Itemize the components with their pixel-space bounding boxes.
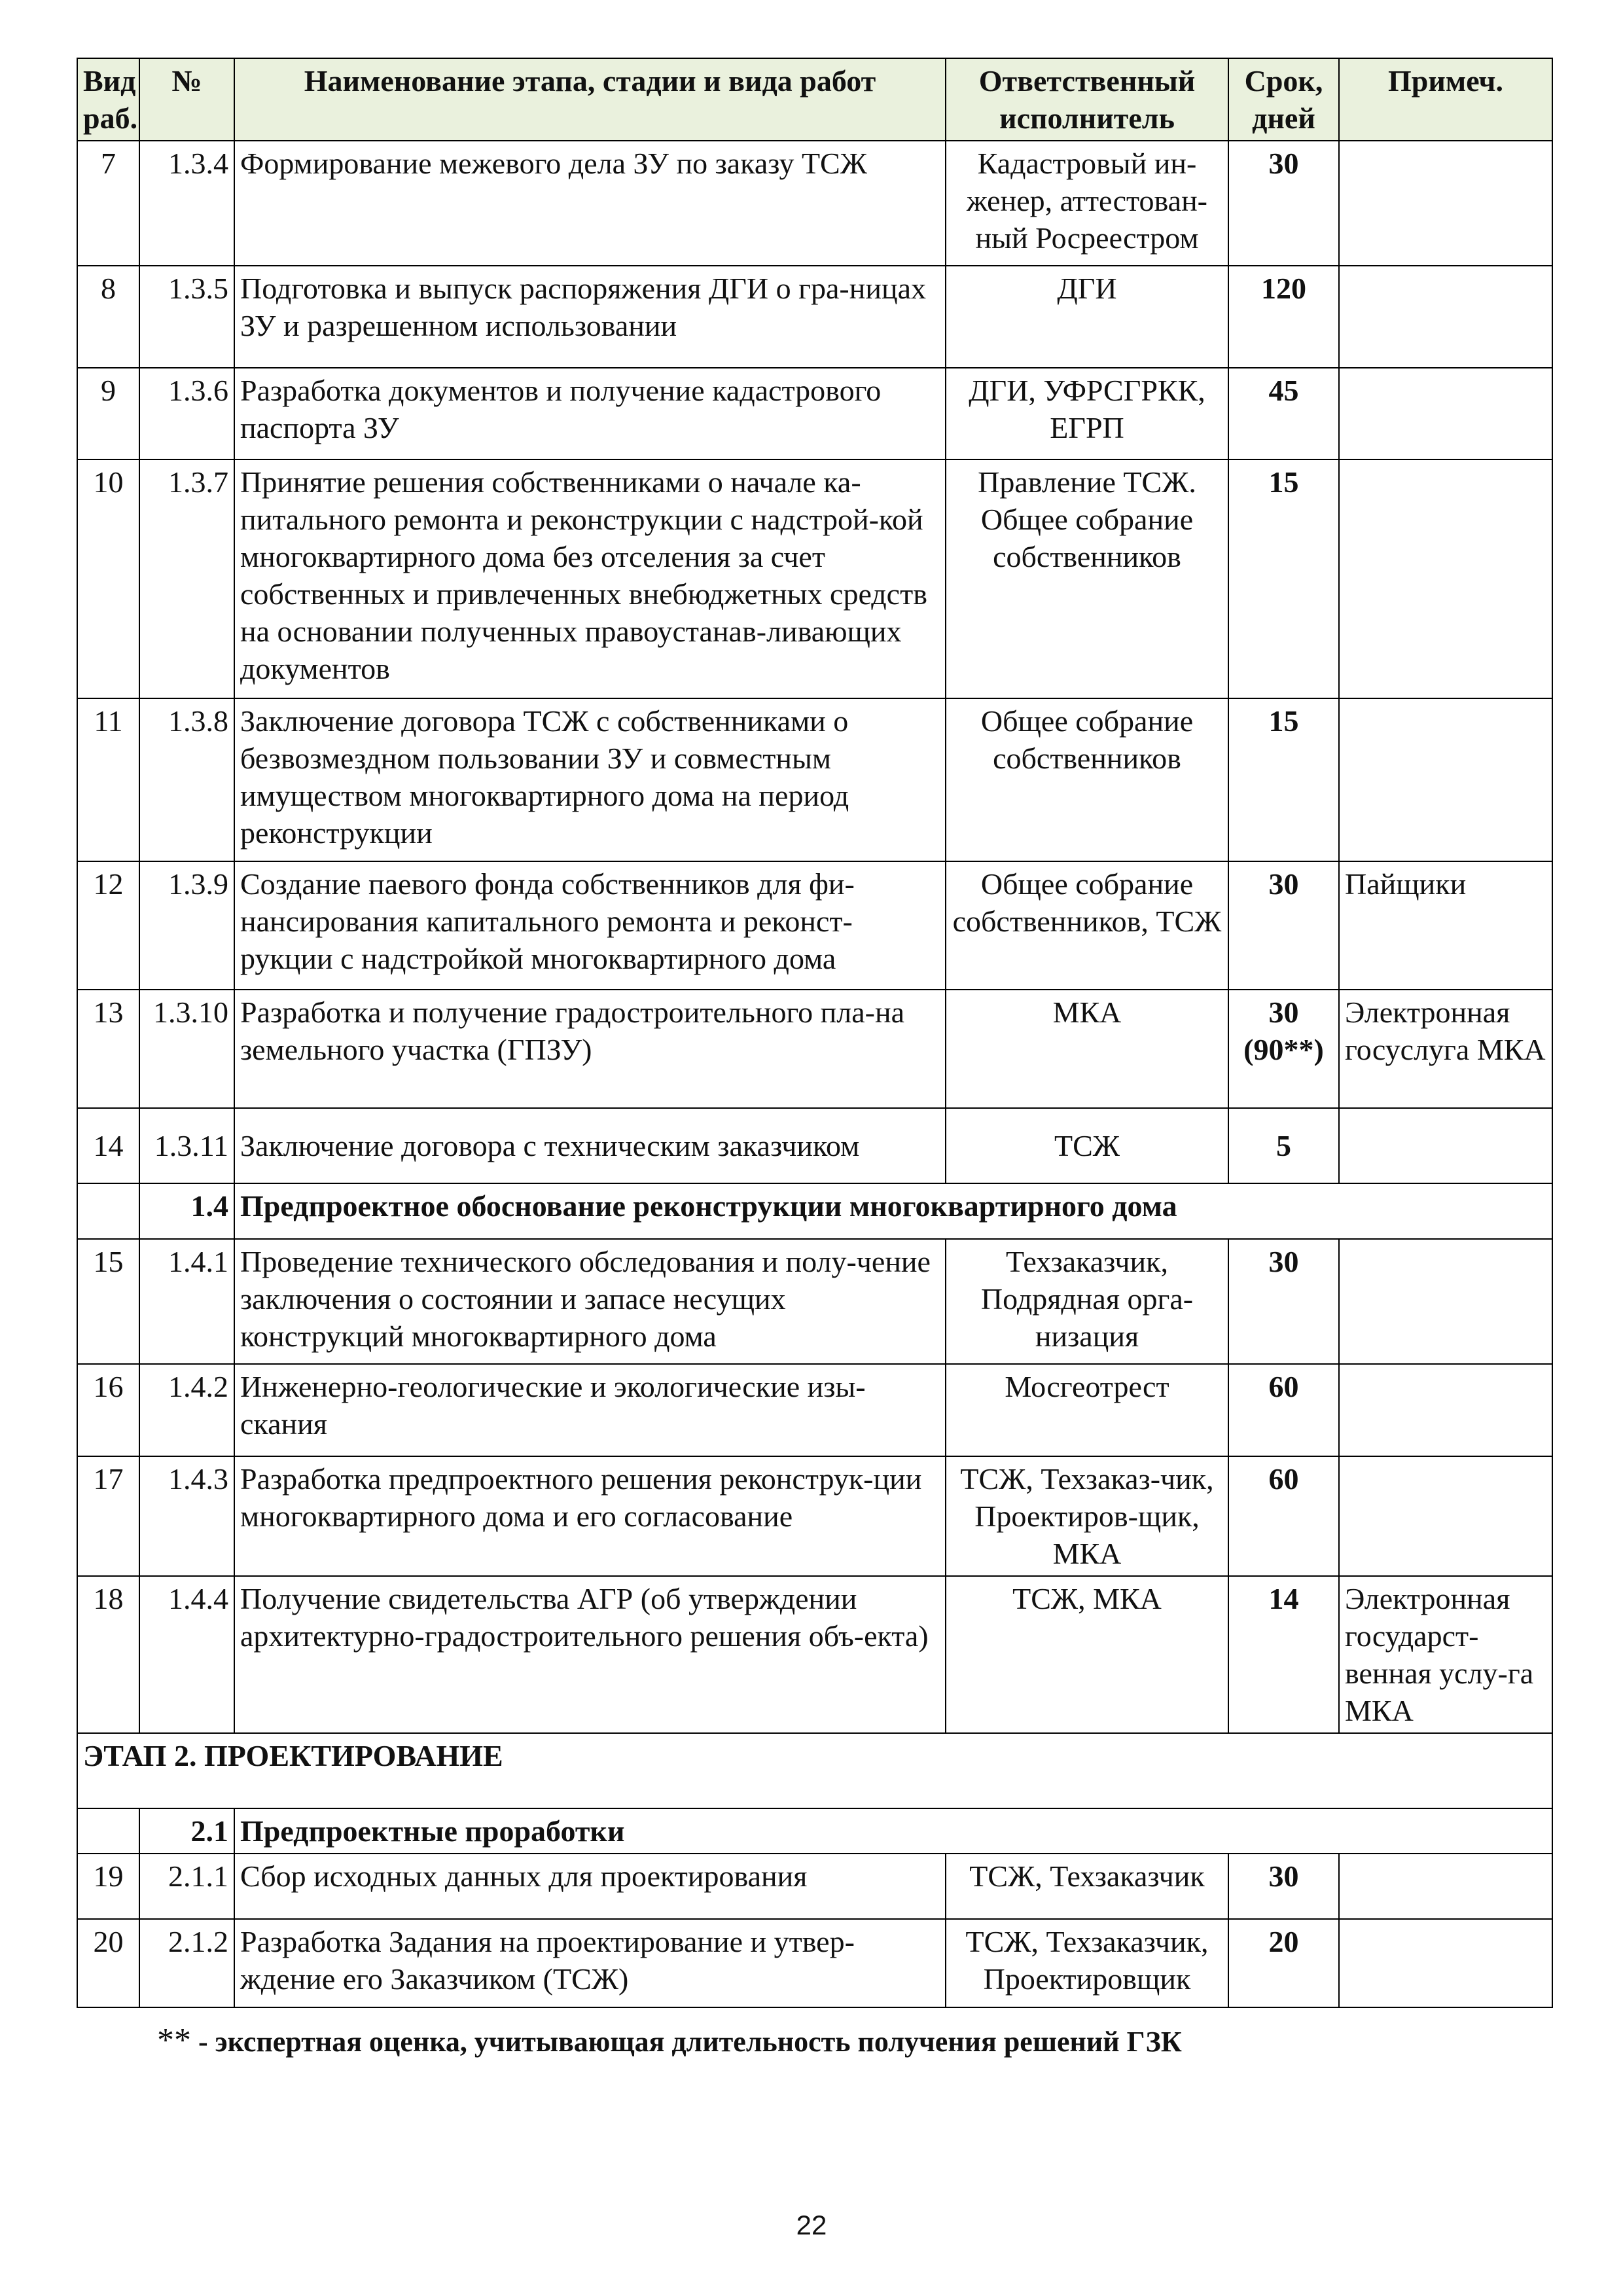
cell-duration-days: 60 (1228, 1456, 1339, 1576)
cell-notes (1339, 1239, 1552, 1364)
cell-work-type: 7 (77, 141, 139, 266)
cell-notes (1339, 1456, 1552, 1576)
header-duration-days: Срок, дней (1228, 58, 1339, 141)
cell-number: 2.1.2 (139, 1919, 234, 2007)
header-work-type: Вид раб. (77, 58, 139, 141)
cell-work-type: 14 (77, 1108, 139, 1183)
cell-responsible: Правление ТСЖ. Общее собрание собственников (946, 459, 1228, 698)
table-row (77, 141, 1552, 266)
cell-stage-name: Разработка документов и получение кадастрового паспорта ЗУ (234, 368, 946, 459)
document-page (77, 58, 1552, 2008)
cell-work-type: 19 (77, 1854, 139, 1919)
cell-notes (1339, 368, 1552, 459)
cell-stage-name: Разработка предпроектного решения реконструк-ции многоквартирного дома и его согласование (234, 1456, 946, 1576)
cell-responsible: Общее собрание собственников (946, 698, 1228, 861)
cell-number: 1.3.4 (139, 141, 234, 266)
cell-responsible: МКА (946, 990, 1228, 1108)
cell-work-type: 13 (77, 990, 139, 1108)
cell-stage-name: Принятие решения собственниками о начале ка-питального ремонта и реконструкции с надстрой-кой многоквартирного дома без отселения за счет собственных и привлеченных внебюджетных средств на основании полученных правоустанав-ливающих документов (234, 459, 946, 698)
cell-responsible: Общее собрание собственников, ТСЖ (946, 861, 1228, 990)
table-row (77, 1239, 1552, 1364)
table-row (77, 266, 1552, 368)
cell-number: 1.3.11 (139, 1108, 234, 1183)
cell-work-type: 9 (77, 368, 139, 459)
cell-notes: Электронная госуслуга МКА (1339, 990, 1552, 1108)
cell-work-type: 15 (77, 1239, 139, 1364)
cell-stage-name: Разработка и получение градостроительного пла-на земельного участка (ГПЗУ) (234, 990, 946, 1108)
cell-duration-days: 30 (1228, 1854, 1339, 1919)
table-row (77, 1576, 1552, 1733)
cell-notes (1339, 698, 1552, 861)
section-empty-cell (77, 1808, 139, 1854)
cell-duration-days: 5 (1228, 1108, 1339, 1183)
cell-duration-days: 30 (1228, 141, 1339, 266)
cell-duration-days: 14 (1228, 1576, 1339, 1733)
table-row (77, 698, 1552, 861)
cell-number: 1.4.3 (139, 1456, 234, 1576)
cell-duration-days: 120 (1228, 266, 1339, 368)
page-number: 22 (796, 2210, 827, 2240)
table-row (77, 1919, 1552, 2007)
cell-number: 2.1.1 (139, 1854, 234, 1919)
cell-stage-name: Формирование межевого дела ЗУ по заказу ТСЖ (234, 141, 946, 266)
cell-notes: Электронная государст-венная услу-га МКА (1339, 1576, 1552, 1733)
cell-work-type: 10 (77, 459, 139, 698)
cell-notes (1339, 1364, 1552, 1456)
cell-work-type: 8 (77, 266, 139, 368)
cell-number: 1.4.1 (139, 1239, 234, 1364)
cell-stage-name: Инженерно-геологические и экологические изы-скания (234, 1364, 946, 1456)
table-row (77, 1456, 1552, 1576)
header-notes: Примеч. (1339, 58, 1552, 141)
cell-notes (1339, 1108, 1552, 1183)
cell-stage-name: Сбор исходных данных для проектирования (234, 1854, 946, 1919)
cell-work-type: 11 (77, 698, 139, 861)
section-row (77, 1183, 1552, 1239)
cell-duration-days: 30 (1228, 861, 1339, 990)
cell-number: 1.3.6 (139, 368, 234, 459)
table-row (77, 990, 1552, 1108)
cell-responsible: Мосгеотрест (946, 1364, 1228, 1456)
cell-responsible: ТСЖ (946, 1108, 1228, 1183)
cell-number: 1.4.4 (139, 1576, 234, 1733)
cell-work-type: 12 (77, 861, 139, 990)
cell-duration-days: 20 (1228, 1919, 1339, 2007)
table-row (77, 368, 1552, 459)
cell-stage-name: Проведение технического обследования и полу-чение заключения о состоянии и запасе несущих конструкций многоквартирного дома (234, 1239, 946, 1364)
cell-duration-days: 30 (90**) (1228, 990, 1339, 1108)
work-schedule-table (77, 58, 1553, 2008)
cell-work-type: 18 (77, 1576, 139, 1733)
section-row (77, 1808, 1552, 1854)
cell-work-type: 16 (77, 1364, 139, 1456)
cell-responsible: Кадастровый ин-женер, аттестован-ный Росреестром (946, 141, 1228, 266)
cell-work-type: 17 (77, 1456, 139, 1576)
header-responsible: Ответственный исполнитель (946, 58, 1228, 141)
cell-notes (1339, 1854, 1552, 1919)
stage-row (77, 1733, 1552, 1808)
cell-number: 1.3.7 (139, 459, 234, 698)
cell-stage-name: Заключение договора с техническим заказчиком (234, 1108, 946, 1183)
cell-responsible: ДГИ, УФРСГРКК, ЕГРП (946, 368, 1228, 459)
table-row (77, 1108, 1552, 1183)
cell-duration-days: 60 (1228, 1364, 1339, 1456)
cell-notes: Пайщики (1339, 861, 1552, 990)
header-stage-name: Наименование этапа, стадии и вида работ (234, 58, 946, 141)
header-number: № (139, 58, 234, 141)
table-header-row (77, 58, 1552, 141)
cell-number: 1.3.5 (139, 266, 234, 368)
cell-number: 1.4.2 (139, 1364, 234, 1456)
cell-duration-days: 30 (1228, 1239, 1339, 1364)
table-row (77, 861, 1552, 990)
cell-duration-days: 15 (1228, 459, 1339, 698)
cell-stage-name: Заключение договора ТСЖ с собственниками о безвозмездном пользовании ЗУ и совместным имуществом многоквартирного дома на период реконструкции (234, 698, 946, 861)
section-empty-cell (77, 1183, 139, 1239)
cell-notes (1339, 1919, 1552, 2007)
cell-notes (1339, 141, 1552, 266)
table-row (77, 1854, 1552, 1919)
table-row (77, 459, 1552, 698)
cell-stage-name: Разработка Задания на проектирование и утвер-ждение его Заказчиком (ТСЖ) (234, 1919, 946, 2007)
cell-stage-name: Получение свидетельства АГР (об утверждении архитектурно-градостроительного решения объ-екта) (234, 1576, 946, 1733)
cell-number: 1.3.9 (139, 861, 234, 990)
cell-stage-name: Создание паевого фонда собственников для фи-нансирования капитального ремонта и реконст-рукции с надстройкой многоквартирного дома (234, 861, 946, 990)
cell-number: 1.3.8 (139, 698, 234, 861)
footnote-text: - экспертная оценка, учитывающая длительность получения решений ГЗК (191, 2026, 1182, 2058)
section-title: Предпроектные проработки (234, 1808, 1552, 1854)
section-title: Предпроектное обоснование реконструкции многоквартирного дома (234, 1183, 1552, 1239)
cell-responsible: ДГИ (946, 266, 1228, 368)
cell-duration-days: 15 (1228, 698, 1339, 861)
cell-duration-days: 45 (1228, 368, 1339, 459)
cell-responsible: ТСЖ, МКА (946, 1576, 1228, 1733)
section-number: 2.1 (139, 1808, 234, 1854)
cell-responsible: ТСЖ, Техзаказчик (946, 1854, 1228, 1919)
cell-notes (1339, 459, 1552, 698)
cell-responsible: Техзаказчик, Подрядная орга-низация (946, 1239, 1228, 1364)
cell-responsible: ТСЖ, Техзаказ-чик, Проектиров-щик, МКА (946, 1456, 1228, 1576)
cell-responsible: ТСЖ, Техзаказчик, Проектировщик (946, 1919, 1228, 2007)
table-row (77, 1364, 1552, 1456)
footnote (157, 2021, 1182, 2060)
footnote-marker: ** (157, 2022, 191, 2059)
cell-stage-name: Подготовка и выпуск распоряжения ДГИ о гра-ницах ЗУ и разрешенном использовании (234, 266, 946, 368)
section-number: 1.4 (139, 1183, 234, 1239)
cell-number: 1.3.10 (139, 990, 234, 1108)
cell-notes (1339, 266, 1552, 368)
cell-work-type: 20 (77, 1919, 139, 2007)
stage-title: ЭТАП 2. ПРОЕКТИРОВАНИЕ (77, 1733, 1552, 1808)
